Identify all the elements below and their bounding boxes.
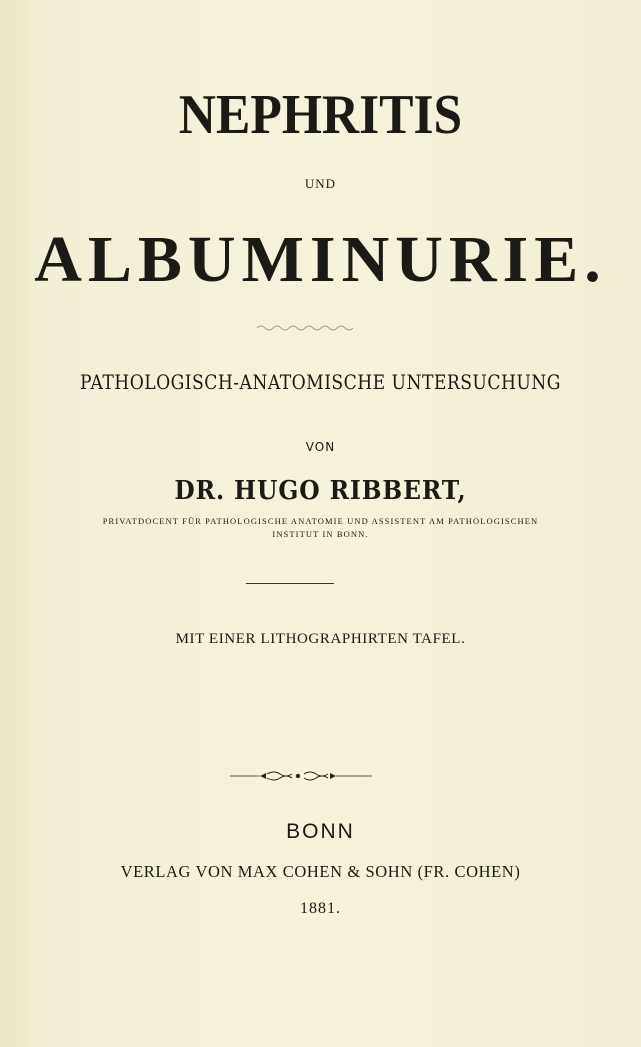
publisher: VERLAG VON MAX COHEN & SOHN (FR. COHEN) [120,862,521,881]
wavy-divider-ornament [255,322,355,334]
author-name: DR. HUGO RIBBERT, [174,476,467,506]
author-affiliation-line-2: INSTITUT IN BONN. [272,529,369,539]
publication-year: 1881. [300,900,341,917]
publication-place: BONN [286,820,355,843]
subtitle: PATHOLOGISCH-ANATOMISCHE UNTERSUCHUNG [80,370,561,394]
horizontal-rule [246,583,334,584]
author-affiliation-line-1: PRIVATDOCENT FÜR PATHOLOGISCHE ANATOMIE UND ASSISTENT AM PATHOLOGISCHEN [102,516,539,526]
second-title: ALBUMINURIE. [34,223,607,296]
by-line: VON [305,440,336,454]
title-connector: UND [304,176,337,191]
main-title: NEPHRITIS [178,84,463,146]
plate-note: MIT EINER LITHOGRAPHIRTEN TAFEL. [175,631,466,647]
printer-ornament [230,768,372,784]
